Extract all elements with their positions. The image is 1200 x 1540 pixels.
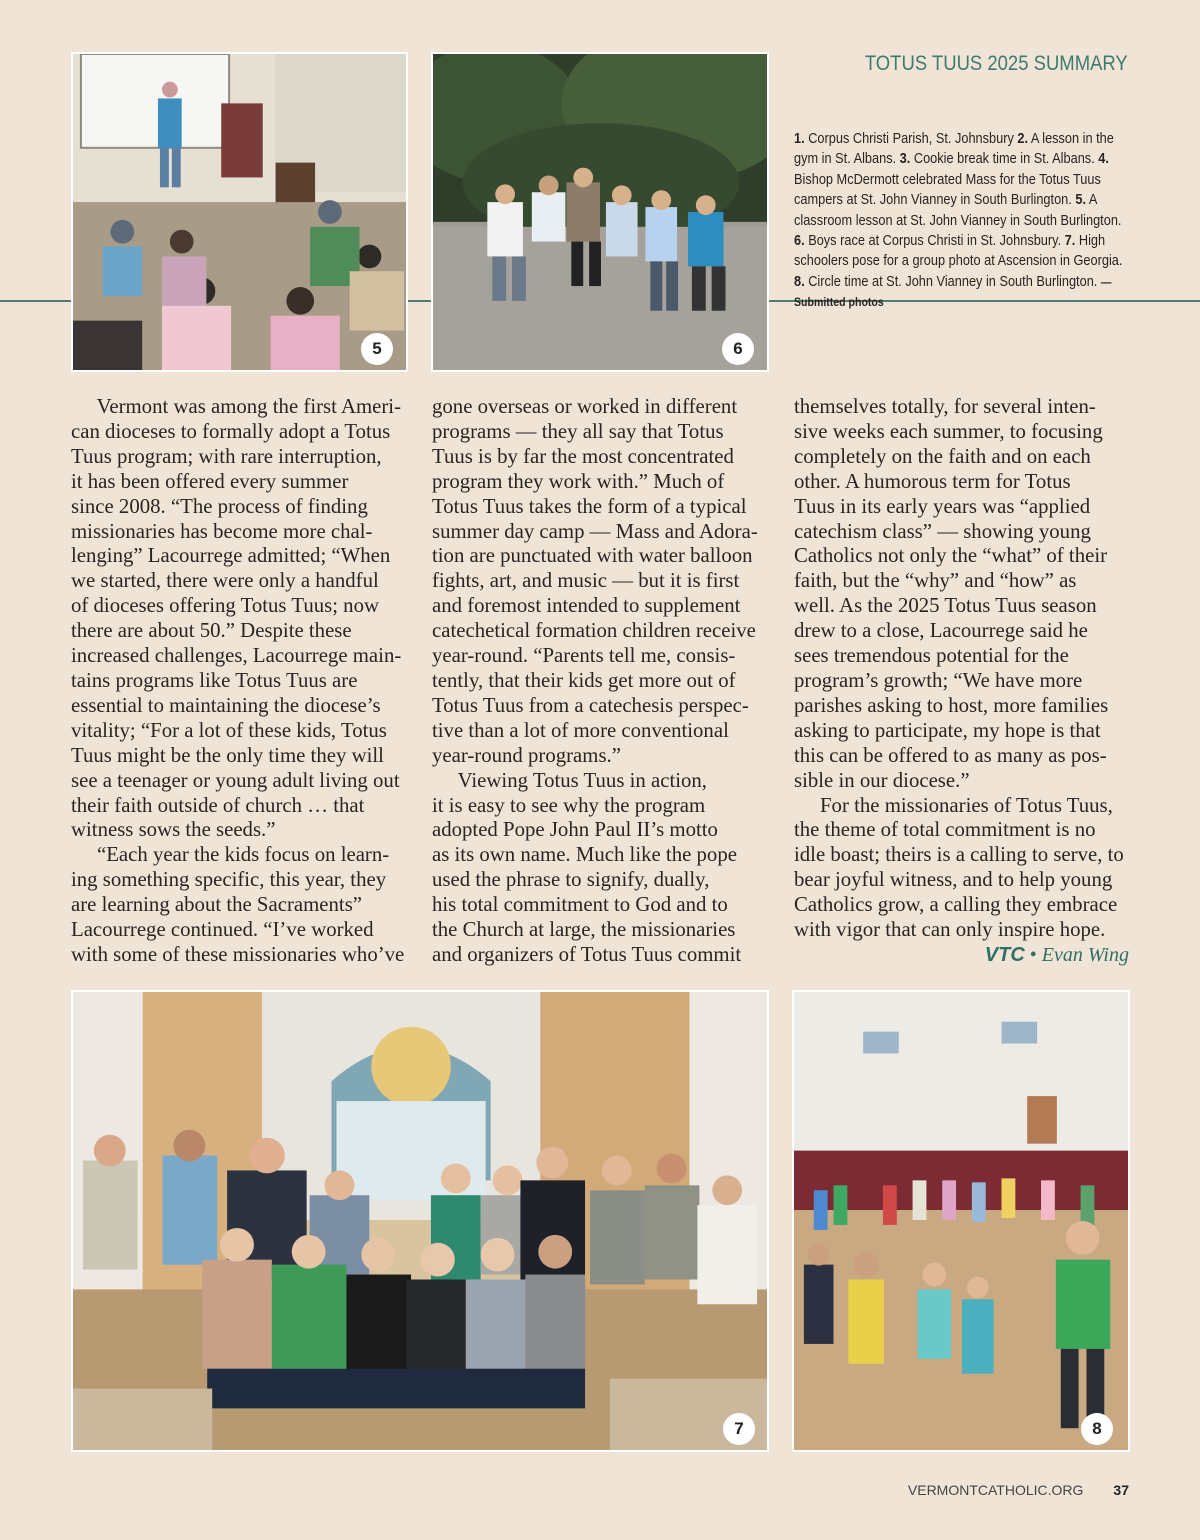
photo-captions (794, 129, 1127, 313)
article-text-line: since 2008. “The process of finding (71, 494, 368, 518)
caption-number: 6. (794, 233, 805, 250)
article-text-line: catechism class” — showing young (794, 519, 1091, 543)
article-text-line: Tuus is by far the most concentrated (432, 444, 734, 468)
article-text-line: Tuus might be the only time they will (71, 743, 384, 767)
caption-number: 7. (1064, 233, 1076, 250)
photo-7-group-photo (71, 990, 769, 1452)
article-text-line: Lacourrege continued. “I’ve worked (71, 918, 374, 942)
article-text-line: sible in our diocese.” (794, 768, 970, 792)
article-text-line: program they work with.” Much of (432, 469, 725, 493)
caption-text: A classroom lesson at St. John Vianney in South Burlington. (794, 192, 1122, 229)
article-text-line: tive than a lot of more conventional (432, 718, 729, 742)
article-text-line: it has been offered every summer (71, 469, 349, 493)
article-text-line: Tuus program; with rare interruption, (71, 444, 382, 468)
article-text-line: the Church at large, the missionaries (432, 918, 736, 942)
article-text-line: it is easy to see why the program (432, 793, 706, 817)
article-text-line: faith, but the “why” and “how” as (794, 569, 1077, 593)
article-text-line: For the missionaries of Totus Tuus, (794, 793, 1113, 817)
article-column-3 (794, 395, 1134, 943)
article-text-line: well. As the 2025 Totus Tuus season (794, 594, 1097, 618)
article-column-2 (432, 395, 772, 968)
photo-number-badge: 8 (1081, 1413, 1113, 1445)
article-text-line: missionaries has become more chal- (71, 519, 373, 543)
article-text-line: tion are punctuated with water balloon (432, 544, 753, 568)
article-text-line: asking to participate, my hope is that (794, 718, 1101, 742)
photo-credit: — Submitted photos (794, 274, 1112, 310)
caption-number: 2. (1017, 131, 1029, 147)
article-text-line: Catholics grow, a calling they embrace (794, 893, 1118, 917)
article-text-line: we started, there were only a handful (71, 569, 379, 593)
caption-text: Cookie break time in St. Albans. (910, 151, 1099, 168)
byline (985, 944, 1129, 967)
photo-number-badge: 6 (722, 333, 754, 365)
article-text-line: idle boast; theirs is a calling to serve, to (794, 843, 1124, 867)
article-text-line: year-round. “Parents tell me, consis- (432, 644, 736, 668)
caption-text: Bishop McDermott celebrated Mass for the Totus Tuus campers at St. John Vianney in South Burlington. (794, 171, 1101, 209)
article-text-line: adopted Pope John Paul II’s motto (432, 818, 718, 842)
page-footer (908, 1482, 1129, 1498)
article-text-line: the theme of total commitment is no (794, 818, 1096, 842)
caption-number: 3. (899, 151, 911, 168)
article-text-line: year-round programs.” (432, 743, 621, 767)
article-text-line: tains programs like Totus Tuus are (71, 668, 358, 692)
caption-number: 1. (794, 131, 805, 147)
photo-5-classroom-lesson (71, 52, 408, 372)
article-text-line: witness sows the seeds.” (71, 818, 276, 842)
article-text-line: with vigor that can only inspire hope. (794, 918, 1106, 942)
article-text-line: bear joyful witness, and to help young (794, 868, 1113, 892)
article-text-line: essential to maintaining the diocese’s (71, 693, 381, 717)
article-text-line: their faith outside of church … that (71, 793, 365, 817)
caption-text: A lesson in the gym in St. Albans. (794, 131, 1114, 168)
caption-text: High schoolers pose for a group photo at Ascension in Georgia. (794, 233, 1123, 270)
article-text-line: themselves totally, for several inten- (794, 395, 1096, 418)
article-text-line: Viewing Totus Tuus in action, (432, 768, 708, 792)
article-text-line: Totus Tuus from a catechesis perspec- (432, 693, 749, 717)
article-text-line: as its own name. Much like the pope (432, 843, 737, 867)
article-text-line: sive weeks each summer, to focusing (794, 419, 1103, 443)
photo-6-boys-race (431, 52, 769, 372)
article-text-line: are learning about the Sacraments” (71, 893, 363, 917)
article-text-line: used the phrase to signify, dually, (432, 868, 710, 892)
caption-number: 4. (1098, 151, 1109, 168)
article-text-line: see a teenager or young adult living out (71, 768, 400, 792)
caption-number: 8. (794, 273, 805, 290)
article-text-line: fights, art, and music — but it is first (432, 569, 740, 593)
article-text-line: tently, that their kids get more out of (432, 668, 736, 692)
article-text-line: drew to a close, Lacourrege said he (794, 619, 1088, 643)
article-text-line: catechetical formation children receive (432, 619, 756, 643)
article-text-line: Totus Tuus takes the form of a typical (432, 494, 747, 518)
article-text-line: vitality; “For a lot of these kids, Totus (71, 718, 387, 742)
article-text-line: there are about 50.” Despite these (71, 619, 352, 643)
photo-number-badge: 7 (723, 1413, 755, 1445)
article-text-line: of dioceses offering Totus Tuus; now (71, 594, 380, 618)
byline-author: Evan Wing (1041, 944, 1129, 966)
article-text-line: Tuus in its early years was “applied (794, 494, 1091, 518)
article-text-line: ing something specific, this year, they (71, 868, 387, 892)
article-text-line: completely on the faith and on each (794, 444, 1091, 468)
caption-number: 5. (1075, 192, 1087, 209)
section-title: TOTUS TUUS 2025 SUMMARY (865, 52, 1128, 75)
byline-outlet: VTC (984, 944, 1025, 966)
article-text-line: gone overseas or worked in different (432, 395, 738, 418)
page-number: 37 (1113, 1482, 1129, 1498)
photo-8-circle-time (792, 990, 1130, 1452)
article-text-line: can dioceses to formally adopt a Totus (71, 419, 391, 443)
article-text-line: parishes asking to host, more families (794, 693, 1109, 717)
article-text-line: summer day camp — Mass and Adora- (432, 519, 758, 543)
article-text-line: programs — they all say that Totus (432, 419, 724, 443)
article-text-line: lenging” Lacourrege admitted; “When (71, 544, 391, 568)
article-text-line: increased challenges, Lacourrege main- (71, 644, 402, 668)
caption-text: Circle time at St. John Vianney in South Burlington. (804, 273, 1101, 290)
article-text-line: this can be offered to as many as pos- (794, 743, 1107, 767)
article-text-line: with some of these missionaries who’ve (71, 942, 405, 966)
article-text-line: “Each year the kids focus on learn- (71, 843, 390, 867)
article-text-line: other. A humorous term for Totus (794, 469, 1071, 493)
photo-number-badge: 5 (361, 333, 393, 365)
article-text-line: and foremost intended to supplement (432, 594, 741, 618)
article-text-line: program’s growth; “We have more (794, 668, 1083, 692)
article-column-1 (71, 395, 411, 968)
article-text-line: his total commitment to God and to (432, 893, 728, 917)
article-text-line: and organizers of Totus Tuus commit (432, 942, 742, 966)
footer-website: VERMONTCATHOLIC.ORG (907, 1482, 1084, 1498)
byline-separator: • (1024, 944, 1042, 966)
article-text-line: Catholics not only the “what” of their (794, 544, 1108, 568)
article-text-line: Vermont was among the first Ameri- (71, 395, 401, 418)
caption-text: Corpus Christi Parish, St. Johnsbury (804, 131, 1018, 147)
caption-text: Boys race at Corpus Christi in St. Johnsbury. (804, 233, 1065, 250)
article-text-line: sees tremendous potential for the (794, 644, 1069, 668)
